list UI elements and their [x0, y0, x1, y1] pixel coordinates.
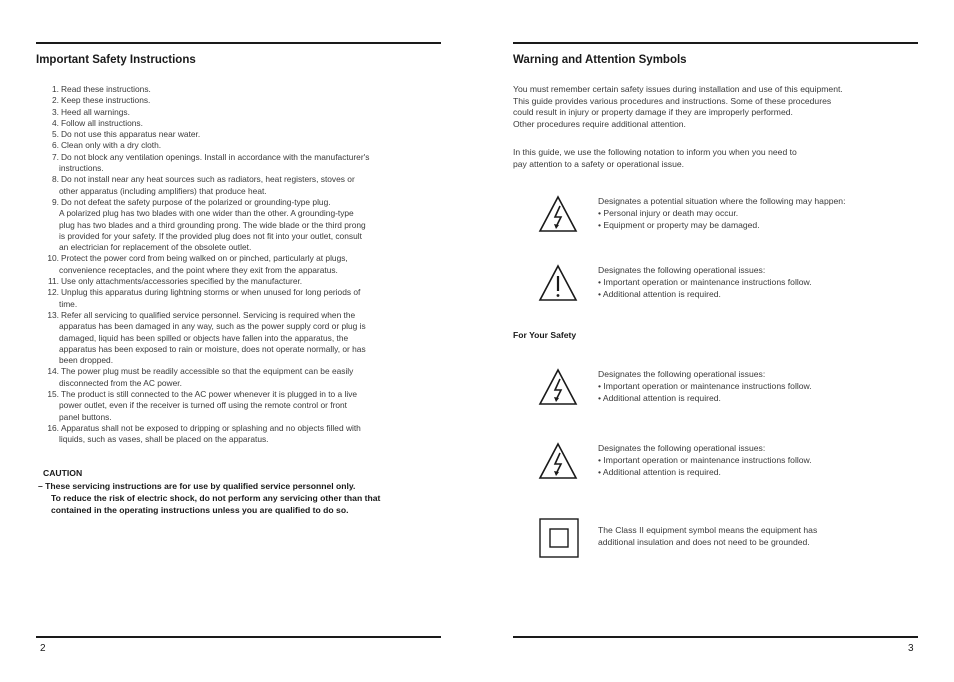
- page-number-left: 2: [40, 643, 46, 654]
- symbol-description-3: Designates the following operational issues: • Important operation or maintenance instructions follow. • Additional attention is required.: [598, 369, 812, 403]
- for-your-safety-heading: For Your Safety: [513, 330, 577, 340]
- list-item: 11. Use only attachments/accessories specified by the manufacturer.: [47, 276, 303, 287]
- exclamation-warning-icon: [537, 263, 579, 303]
- intro-paragraph-2: In this guide, we use the following notation to inform you when you need to pay attention to a safety or operational issue.: [513, 147, 797, 169]
- symbol-description-2: Designates the following operational issues: • Important operation or maintenance instructions follow. • Additional attention is required.: [598, 265, 812, 299]
- list-item: 1. Read these instructions.: [52, 84, 151, 94]
- list-item: 8. Do not install near any heat sources such as radiators, heat registers, stoves or other apparatus (including amplifiers) that produce heat.: [52, 174, 355, 196]
- list-item: 4. Follow all instructions.: [52, 117, 143, 128]
- lightning-warning-icon: [537, 367, 579, 407]
- instructions-list: [40, 84, 440, 446]
- list-item: 5. Do not use this apparatus near water.: [52, 129, 201, 140]
- list-item: 6. Clean only with a dry cloth.: [52, 140, 162, 151]
- caution-text: – These servicing instructions are for use by qualified service personnel only. To reduce the risk of electric shock, do not perform any servicing other than that contained in the operating instructions unless you are qualified to do so.: [38, 481, 381, 515]
- caution-heading: CAUTION: [43, 468, 83, 478]
- left-bottom-rule: [36, 636, 441, 638]
- left-page-title: Important Safety Instructions: [36, 54, 196, 66]
- list-item: 15. The product is still connected to the AC power whenever it is plugged in to a live power outlet, even if the receiver is turned off using the remote control or front panel buttons.: [47, 389, 358, 422]
- list-item: 9. Do not defeat the safety purpose of the polarized or grounding-type plug. A polarized plug has two blades with one wider than the other. A grounding-type plug has two blades and a third grounding prong. The wide blade or the third prong is provided for your safety. If the provided plug does not fit into your outlet, consult an electrician for replacement of the obsolete outlet.: [52, 196, 366, 253]
- list-item: 2. Keep these instructions.: [52, 95, 151, 106]
- lightning-warning-icon: [537, 194, 579, 234]
- intro-paragraph-1: You must remember certain safety issues during installation and use of this equipment. This guide provides various procedures and instructions. Some of these procedures could result in injury or property damage if they are improperly performed. Other procedures require additional attention.: [513, 84, 843, 129]
- list-item: 16. Apparatus shall not be exposed to dripping or splashing and no objects filled with liquids, such as vases, shall be placed on the apparatus.: [47, 422, 361, 445]
- page-number-right: 3: [908, 643, 914, 654]
- symbol-description-1: Designates a potential situation where the following may happen: • Personal injury or death may occur. • Equipment or property may be damaged.: [598, 196, 846, 230]
- class-ii-double-square-icon: [539, 518, 579, 558]
- lightning-warning-icon: [537, 441, 579, 481]
- list-item: 3. Heed all warnings.: [52, 106, 130, 117]
- list-item: 10. Protect the power cord from being walked on or pinched, particularly at plugs, convenience receptacles, and the point where they exit from the apparatus.: [47, 253, 348, 275]
- symbol-description-4: Designates the following operational issues: • Important operation or maintenance instructions follow. • Additional attention is required.: [598, 443, 812, 477]
- right-top-rule: [513, 42, 918, 44]
- list-item: 7. Do not block any ventilation openings. Install in accordance with the manufacturer's instructions.: [52, 151, 370, 174]
- list-item: 13. Refer all servicing to qualified service personnel. Servicing is required when the apparatus has been damaged in any way, such as the power supply cord or plug is damaged, liquid has been spilled or objects have fallen into the apparatus, the apparatus has been exposed to rain or moisture, does not operate normally, or has been dropped.: [47, 309, 366, 366]
- list-item: 12. Unplug this apparatus during lightning storms or when unused for long periods of time.: [47, 287, 361, 309]
- list-item: 14. The power plug must be readily accessible so that the equipment can be easily disconnected from the AC power.: [47, 366, 354, 388]
- right-page-title: Warning and Attention Symbols: [513, 54, 687, 66]
- symbol-description-5: The Class II equipment symbol means the equipment has additional insulation and does not need to be grounded.: [598, 525, 818, 547]
- right-bottom-rule: [513, 636, 918, 638]
- left-top-rule: [36, 42, 441, 44]
